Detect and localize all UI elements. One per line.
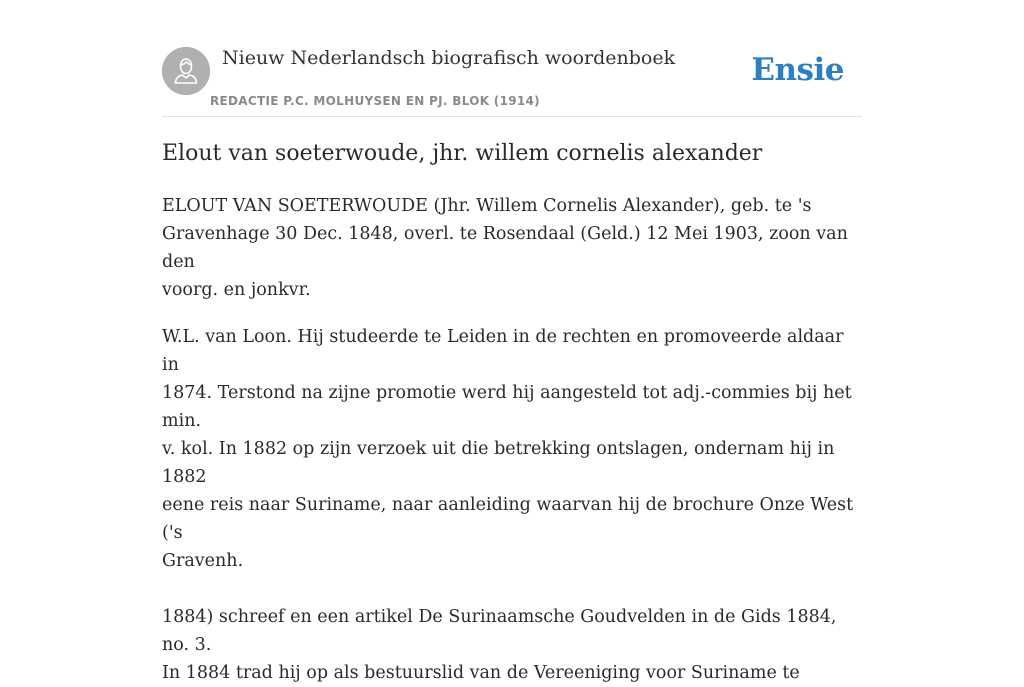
entry-title: Elout van soeterwoude, jhr. willem cornelis alexander xyxy=(162,141,763,166)
entry-paragraph: ELOUT VAN SOETERWOUDE (Jhr. Willem Cornelis Alexander), geb. te 's Gravenhage 30 Dec. 1848, overl. te Rosendaal (Geld.) 12 Mei 1903, zoon van den voorg. en jonkvr. xyxy=(162,196,848,300)
entry-body xyxy=(162,192,862,687)
user-icon[interactable] xyxy=(162,47,210,95)
source-editors: REDACTIE P.C. MOLHUYSEN EN PJ. BLOK (1914) xyxy=(210,94,540,108)
entry-paragraph: W.L. van Loon. Hij studeerde te Leiden in de rechten en promoveerde aldaar in 1874. Terstond na zijne promotie werd hij aangesteld tot adj.-commies bij het min. v. kol. In 1882 op zijn verzoek uit die betrekking ontslagen, ondernam hij in 1882 eene reis naar Suriname, naar aanleiding waarvan hij de brochure Onze West ('s Gravenh. xyxy=(162,327,854,571)
entry-card xyxy=(162,0,862,683)
source-header xyxy=(162,0,862,117)
entry-paragraph: 1884) schreef en een artikel De Surinaamsche Goudvelden in de Gids 1884, no. 3. In 1884 trad hij op als bestuurslid van de Vereeniging voor Suriname te xyxy=(162,607,837,683)
ensie-logo[interactable]: Ensie xyxy=(751,52,844,88)
source-title[interactable]: Nieuw Nederlandsch biografisch woordenboek xyxy=(222,47,676,69)
